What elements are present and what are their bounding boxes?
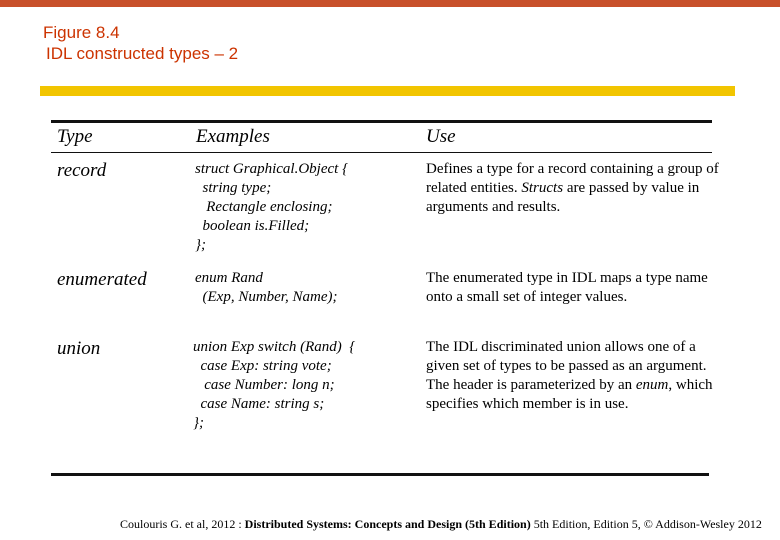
- footer-prefix: Coulouris G. et al, 2012 :: [120, 517, 245, 531]
- use-text: Defines a type for a record containing a group of related entities.: [426, 161, 719, 196]
- title-line-2: IDL constructed types – 2: [46, 44, 239, 63]
- slide-title: [43, 22, 238, 64]
- row-type-union: union: [57, 338, 101, 359]
- row-example-union: union Exp switch (Rand) { case Exp: string vote; case Number: long n; case Name: string s; };: [193, 339, 356, 431]
- row-use-union: [426, 338, 716, 414]
- row-use-record: [426, 160, 726, 217]
- row-use-enumerated: [426, 269, 726, 307]
- use-text-italic: enum: [635, 377, 669, 393]
- yellow-divider-bar: [40, 86, 735, 96]
- citation-footer: [120, 517, 762, 532]
- row-example-record: struct Graphical.Object { string type; Rectangle enclosing; boolean is.Filled; };: [195, 161, 349, 253]
- row-type-enumerated: enumerated: [57, 269, 147, 290]
- header-type: Type: [57, 126, 93, 147]
- row-example-enumerated: enum Rand (Exp, Number, Name);: [195, 270, 338, 305]
- top-accent-bar: [0, 0, 780, 7]
- footer-book-title: Distributed Systems: Concepts and Design (5th Edition): [244, 517, 531, 531]
- footer-suffix: 5th Edition, Edition 5, © Addison-Wesley 2012: [530, 517, 762, 531]
- header-use: Use: [426, 126, 456, 147]
- use-text: The enumerated type in IDL maps a type name onto a small set of integer values.: [426, 270, 708, 305]
- table-bottom-rule: [51, 473, 709, 476]
- use-text: , which specifies which member is in use.: [426, 377, 713, 412]
- title-line-1: Figure 8.4: [43, 23, 120, 42]
- use-text: The IDL discriminated union allows one of a given set of types to be passed as an argument. The header is parameterized by an: [426, 339, 707, 393]
- use-text: are passed by value in arguments and results.: [426, 180, 700, 215]
- header-examples: Examples: [196, 126, 270, 147]
- row-type-record: record: [57, 160, 107, 181]
- use-text-italic: Structs: [521, 180, 564, 196]
- header-rule: [51, 152, 712, 153]
- table-top-rule: [51, 120, 712, 123]
